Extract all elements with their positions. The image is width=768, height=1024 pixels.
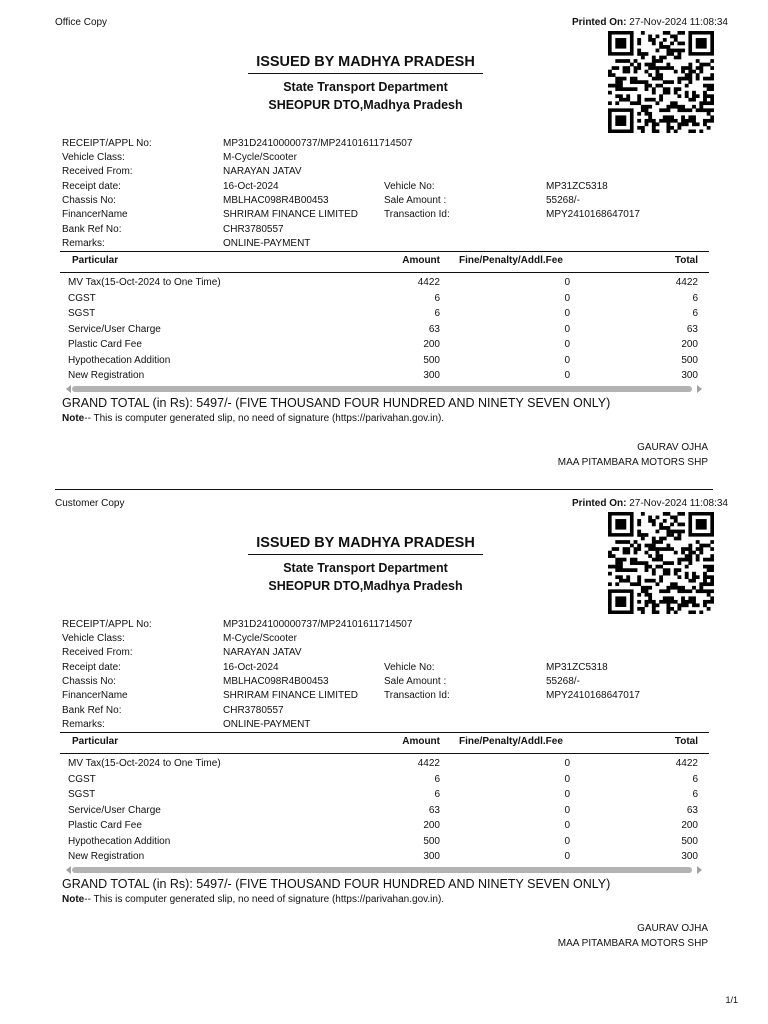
cell-particular: New Registration — [68, 851, 145, 862]
received-from-value: NARAYAN JATAV — [223, 647, 302, 658]
printed-on-label: Printed On: — [571, 498, 627, 509]
receipt-date-label: Receipt date: — [62, 181, 121, 192]
cell-amount: 63 — [428, 804, 440, 816]
office-copy-section — [0, 0, 768, 480]
qr-code-icon — [608, 31, 714, 133]
table-header-rule — [60, 272, 709, 273]
transaction-value: MPY2410168647017 — [546, 690, 640, 701]
cell-particular: New Registration — [68, 370, 145, 381]
cell-amount: 6 — [434, 789, 440, 800]
receipt-date-value: 16-Oct-2024 — [223, 181, 279, 192]
sale-amount-value: 55268/- — [546, 676, 580, 687]
transaction-value: MPY2410168647017 — [546, 209, 640, 220]
cell-total: 500 — [681, 354, 698, 366]
cell-particular: Service/User Charge — [68, 804, 161, 816]
cell-total: 300 — [681, 370, 698, 381]
note-label: Note — [62, 413, 85, 424]
cell-total: 6 — [692, 308, 698, 319]
cell-amount: 200 — [423, 339, 440, 350]
transaction-label: Transaction Id: — [384, 690, 450, 701]
cell-amount: 300 — [423, 370, 440, 381]
cell-particular: CGST — [68, 773, 96, 785]
col-header-fine: Fine/Penalty/Addl.Fee — [459, 255, 563, 266]
cell-fine: 0 — [564, 851, 570, 862]
col-header-total: Total — [674, 736, 698, 747]
col-header-particular: Particular — [72, 736, 119, 747]
scroll-thumb[interactable] — [72, 867, 692, 873]
cell-fine: 0 — [564, 339, 570, 350]
vehicle-no-value: MP31ZC5318 — [546, 181, 608, 192]
cell-amount: 500 — [423, 354, 440, 366]
cell-total: 6 — [692, 773, 698, 785]
table-header-rule — [60, 753, 709, 754]
financer-label: FinancerName — [62, 690, 128, 701]
printed-on-label: Printed On: — [571, 17, 627, 28]
printed-on-value: 27-Nov-2024 11:08:34 — [629, 17, 728, 28]
cell-particular: Hypothecation Addition — [68, 835, 171, 847]
note-text: -- This is computer generated slip, no need of signature (https://parivahan.gov.in). — [84, 894, 445, 905]
chassis-value: MBLHAC098R4B00453 — [223, 195, 329, 206]
financer-label: FinancerName — [62, 209, 128, 220]
note-text: -- This is computer generated slip, no need of signature (https://parivahan.gov.in). — [84, 413, 445, 424]
copy-label: Office Copy — [55, 17, 108, 28]
vehicle-class-value: M-Cycle/Scooter — [223, 633, 297, 644]
col-header-fine: Fine/Penalty/Addl.Fee — [459, 736, 563, 747]
cell-particular: CGST — [68, 292, 96, 304]
cell-total: 63 — [686, 323, 698, 335]
issuer-title: ISSUED BY MADHYA PRADESH — [248, 535, 483, 555]
department-name: State Transport Department — [283, 561, 448, 575]
cell-total: 63 — [686, 804, 698, 816]
table-scrollbar[interactable] — [62, 384, 708, 394]
remarks-label: Remarks: — [62, 719, 105, 730]
receipt-value: MP31D24100000737/MP24101611714507 — [223, 138, 413, 149]
note — [62, 894, 444, 905]
copy-label: Customer Copy — [55, 498, 125, 509]
sale-amount-value: 55268/- — [546, 195, 580, 206]
sale-amount-label: Sale Amount : — [384, 195, 447, 206]
vehicle-no-label: Vehicle No: — [384, 181, 435, 192]
cell-fine: 0 — [564, 370, 570, 381]
vehicle-class-label: Vehicle Class: — [62, 633, 125, 644]
cell-particular: Service/User Charge — [68, 323, 161, 335]
cell-amount: 63 — [428, 323, 440, 335]
bank-ref-value: CHR3780557 — [223, 224, 284, 235]
cell-total: 4422 — [675, 758, 698, 769]
cell-fine: 0 — [564, 820, 570, 831]
cell-particular: MV Tax(15-Oct-2024 to One Time) — [68, 277, 221, 288]
cell-total: 300 — [681, 851, 698, 862]
cell-particular: MV Tax(15-Oct-2024 to One Time) — [68, 758, 221, 769]
cell-fine: 0 — [564, 758, 570, 769]
scroll-right-arrow-icon[interactable] — [697, 866, 702, 874]
signatory-dealer: MAA PITAMBARA MOTORS SHP — [557, 938, 708, 949]
cell-particular: Hypothecation Addition — [68, 354, 171, 366]
receipt-value: MP31D24100000737/MP24101611714507 — [223, 619, 413, 630]
cell-fine: 0 — [564, 308, 570, 319]
scroll-left-arrow-icon[interactable] — [66, 385, 71, 393]
bank-ref-label: Bank Ref No: — [62, 224, 122, 235]
transaction-label: Transaction Id: — [384, 209, 450, 220]
cell-fine: 0 — [564, 804, 570, 816]
cell-amount: 4422 — [417, 277, 440, 288]
col-header-amount: Amount — [402, 255, 440, 266]
cell-amount: 6 — [434, 292, 440, 304]
cell-amount: 200 — [423, 820, 440, 831]
remarks-label: Remarks: — [62, 238, 105, 249]
receipt-date-value: 16-Oct-2024 — [223, 662, 279, 673]
cell-total: 6 — [692, 292, 698, 304]
printed-on — [572, 17, 728, 28]
vehicle-no-value: MP31ZC5318 — [546, 662, 608, 673]
cell-fine: 0 — [564, 292, 570, 304]
scroll-thumb[interactable] — [72, 386, 692, 392]
printed-on-value: 27-Nov-2024 11:08:34 — [629, 498, 728, 509]
grand-total: GRAND TOTAL (in Rs): 5497/- (FIVE THOUSAND FOUR HUNDRED AND NINETY SEVEN ONLY) — [62, 396, 611, 410]
cell-total: 500 — [681, 835, 698, 847]
cell-amount: 300 — [423, 851, 440, 862]
office-name: SHEOPUR DTO,Madhya Pradesh — [268, 579, 463, 593]
received-from-value: NARAYAN JATAV — [223, 166, 302, 177]
financer-value: SHRIRAM FINANCE LIMITED — [223, 690, 359, 701]
cell-amount: 500 — [423, 835, 440, 847]
bank-ref-value: CHR3780557 — [223, 705, 284, 716]
department-name: State Transport Department — [283, 80, 448, 94]
cell-amount: 6 — [434, 773, 440, 785]
receipt-label: RECEIPT/APPL No: — [62, 619, 152, 630]
cell-amount: 4422 — [417, 758, 440, 769]
cell-total: 6 — [692, 789, 698, 800]
note-label: Note — [62, 894, 85, 905]
vehicle-class-value: M-Cycle/Scooter — [223, 152, 297, 163]
received-from-label: Received From: — [62, 166, 133, 177]
scroll-right-arrow-icon[interactable] — [697, 385, 702, 393]
office-name: SHEOPUR DTO,Madhya Pradesh — [268, 98, 463, 112]
cell-total: 200 — [681, 820, 698, 831]
vehicle-no-label: Vehicle No: — [384, 662, 435, 673]
table-scrollbar[interactable] — [62, 865, 708, 875]
remarks-value: ONLINE-PAYMENT — [223, 238, 311, 249]
remarks-value: ONLINE-PAYMENT — [223, 719, 311, 730]
customer-copy-section — [0, 481, 768, 961]
cell-fine: 0 — [564, 789, 570, 800]
vehicle-class-label: Vehicle Class: — [62, 152, 125, 163]
cell-particular: Plastic Card Fee — [68, 820, 142, 831]
qr-code-icon — [608, 512, 714, 614]
financer-value: SHRIRAM FINANCE LIMITED — [223, 209, 359, 220]
cell-fine: 0 — [564, 323, 570, 335]
cell-particular: SGST — [68, 789, 96, 800]
chassis-value: MBLHAC098R4B00453 — [223, 676, 329, 687]
sale-amount-label: Sale Amount : — [384, 676, 447, 687]
signatory-name: GAURAV OJHA — [637, 442, 708, 453]
cell-fine: 0 — [564, 773, 570, 785]
note — [62, 413, 444, 424]
chassis-label: Chassis No: — [62, 195, 116, 206]
chassis-label: Chassis No: — [62, 676, 116, 687]
signatory-name: GAURAV OJHA — [637, 923, 708, 934]
cell-total: 200 — [681, 339, 698, 350]
receipt-label: RECEIPT/APPL No: — [62, 138, 152, 149]
col-header-amount: Amount — [402, 736, 440, 747]
cell-total: 4422 — [675, 277, 698, 288]
col-header-particular: Particular — [72, 255, 119, 266]
scroll-left-arrow-icon[interactable] — [66, 866, 71, 874]
page-number: 1/1 — [725, 995, 738, 1005]
printed-on — [572, 498, 728, 509]
cell-particular: SGST — [68, 308, 96, 319]
grand-total: GRAND TOTAL (in Rs): 5497/- (FIVE THOUSAND FOUR HUNDRED AND NINETY SEVEN ONLY) — [62, 877, 611, 891]
signatory-dealer: MAA PITAMBARA MOTORS SHP — [557, 457, 708, 468]
col-header-total: Total — [674, 255, 698, 266]
receipt-date-label: Receipt date: — [62, 662, 121, 673]
bank-ref-label: Bank Ref No: — [62, 705, 122, 716]
cell-fine: 0 — [564, 354, 570, 366]
cell-fine: 0 — [564, 835, 570, 847]
cell-particular: Plastic Card Fee — [68, 339, 142, 350]
cell-fine: 0 — [564, 277, 570, 288]
received-from-label: Received From: — [62, 647, 133, 658]
issuer-title: ISSUED BY MADHYA PRADESH — [248, 54, 483, 74]
cell-amount: 6 — [434, 308, 440, 319]
